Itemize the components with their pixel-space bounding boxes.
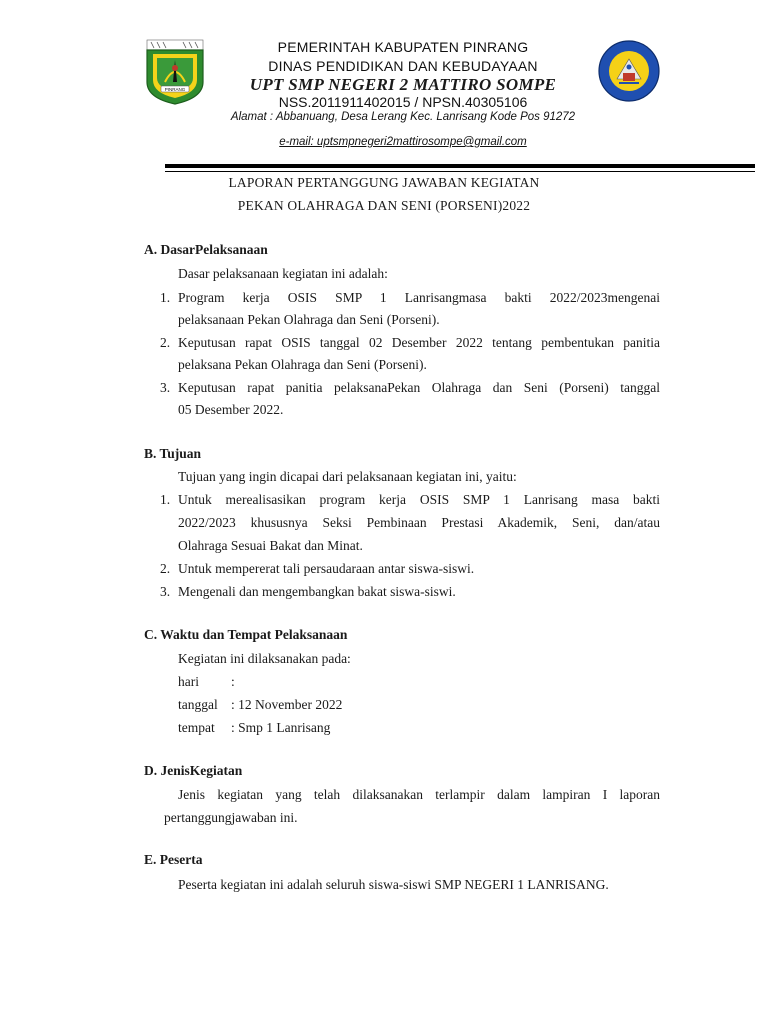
schedule-label-place: tempat xyxy=(178,720,215,735)
report-title: LAPORAN PERTANGGUNG JAWABAN KEGIATAN xyxy=(228,175,540,190)
section-a-item-number: 2. xyxy=(160,335,171,350)
header-divider-thin xyxy=(165,171,755,172)
section-a-item-text: Program kerja OSIS SMP 1 Lanrisangmasa bakti 2022/2023mengenai xyxy=(178,290,660,305)
schedule-value-place: : Smp 1 Lanrisang xyxy=(231,720,331,735)
pinrang-logo-text: PINRANG xyxy=(164,87,186,92)
section-b-item-text: Mengenali dan mengembangkan bakat siswa-siswi. xyxy=(178,584,456,599)
section-b-item-text: Untuk merealisasikan program kerja OSIS SMP 1 Lanrisang masa bakti xyxy=(178,492,660,507)
section-d-text: pertanggungjawaban ini. xyxy=(164,810,298,825)
section-a-item-text: pelaksana Pekan Olahraga dan Seni (Porseni). xyxy=(178,357,427,372)
section-a-item-text: 05 Desember 2022. xyxy=(178,402,284,417)
header-school-ids: NSS.2011911402015 / NPSN.40305106 xyxy=(278,94,528,110)
section-a-heading: A. DasarPelaksanaan xyxy=(144,242,268,257)
header-school-name: UPT SMP NEGERI 2 MATTIRO SOMPE xyxy=(249,75,557,94)
section-b-item-number: 3. xyxy=(160,584,171,599)
section-e-text: Peserta kegiatan ini adalah seluruh siswa-siswi SMP NEGERI 1 LANRISANG. xyxy=(178,877,609,892)
section-a-item-number: 3. xyxy=(160,380,171,395)
schedule-label-day: hari xyxy=(178,674,199,689)
schedule-label-date: tanggal xyxy=(178,697,218,712)
section-b-item-number: 1. xyxy=(160,492,171,507)
section-a-item-number: 1. xyxy=(160,290,171,305)
section-b-item-text: Untuk mempererat tali persaudaraan antar siswa-siswi. xyxy=(178,561,475,576)
header-divider-thick xyxy=(165,164,755,168)
section-d-heading: D. JenisKegiatan xyxy=(144,763,243,778)
section-e-heading: E. Peserta xyxy=(144,852,203,867)
section-c-intro: Kegiatan ini dilaksanakan pada: xyxy=(178,651,351,666)
schedule-value-day: : xyxy=(231,674,235,689)
header-address: Alamat : Abbanuang, Desa Lerang Kec. Lanrisang Kode Pos 91272 xyxy=(230,111,576,123)
section-b-intro: Tujuan yang ingin dicapai dari pelaksanaan kegiatan ini, yaitu: xyxy=(178,469,517,484)
section-a-item-text: Keputusan rapat panitia pelaksanaPekan Olahraga dan Seni (Porseni) tanggal xyxy=(178,380,660,395)
section-d-text: Jenis kegiatan yang telah dilaksanakan terlampir dalam lampiran I laporan xyxy=(178,787,660,802)
schedule-value-date: : 12 November 2022 xyxy=(231,697,343,712)
header-department: DINAS PENDIDIKAN DAN KEBUDAYAAN xyxy=(268,58,538,74)
section-c-heading: C. Waktu dan Tempat Pelaksanaan xyxy=(144,627,348,642)
section-b-item-text: Olahraga Sesuai Bakat dan Minat. xyxy=(178,538,363,553)
section-b-item-text: 2022/2023 khususnya Seksi Pembinaan Prestasi Akademik, Seni, dan/atau xyxy=(178,515,660,530)
section-a-item-text: Keputusan rapat OSIS tanggal 02 Desember 2022 tentang pembentukan panitia xyxy=(178,335,660,350)
header-government: PEMERINTAH KABUPATEN PINRANG xyxy=(277,39,529,55)
header-email-link[interactable]: e-mail: uptsmpnegeri2mattirosompe@gmail.com xyxy=(279,136,527,148)
section-a-intro: Dasar pelaksanaan kegiatan ini adalah: xyxy=(178,266,388,281)
section-a-item-text: pelaksanaan Pekan Olahraga dan Seni (Porseni). xyxy=(178,312,440,327)
section-b-item-number: 2. xyxy=(160,561,171,576)
report-subtitle: PEKAN OLAHRAGA DAN SENI (PORSENI)2022 xyxy=(237,198,531,213)
section-b-heading: B. Tujuan xyxy=(144,446,202,461)
